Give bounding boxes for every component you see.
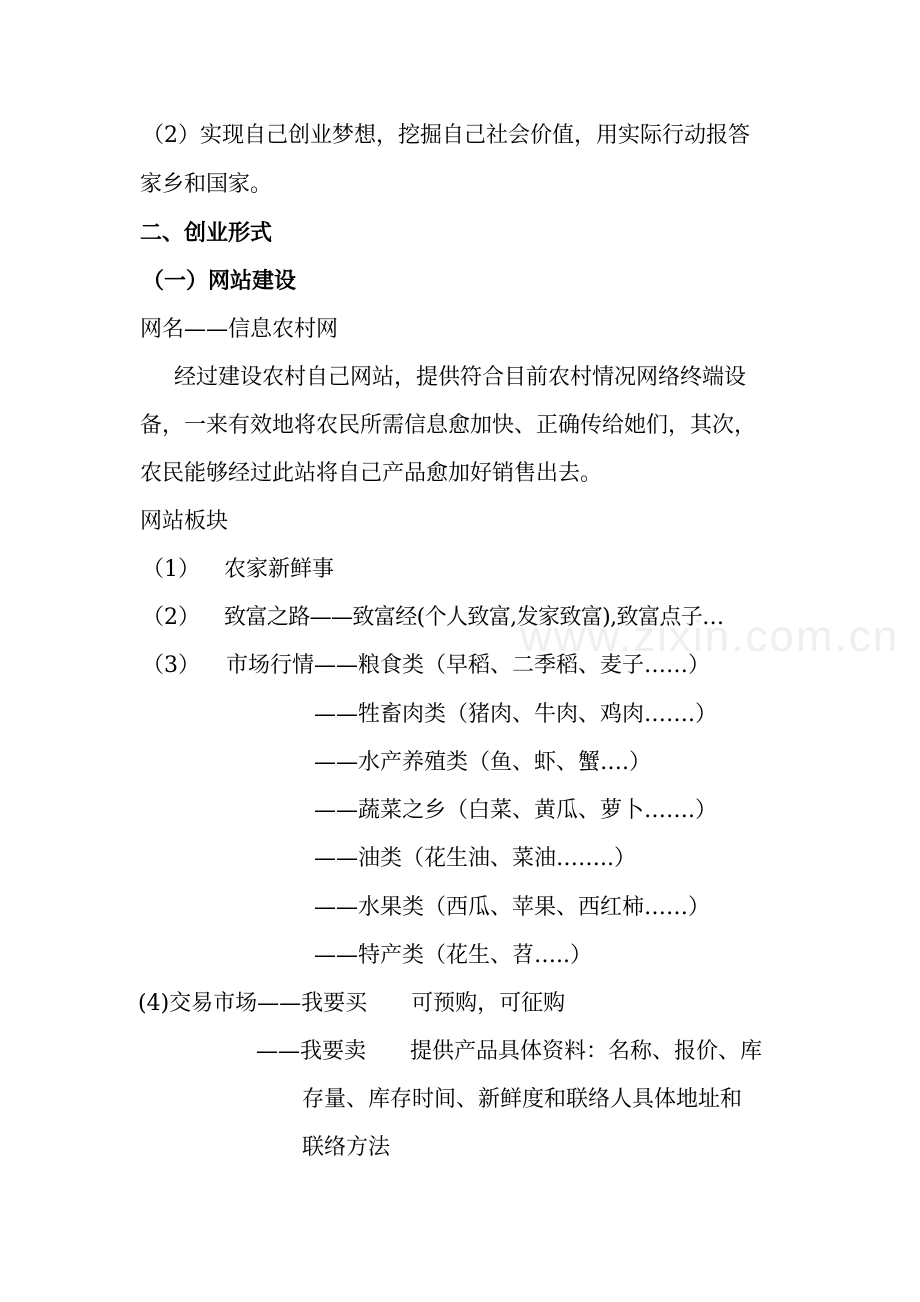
module-3-sub-vegetables: ——蔬菜之乡（白菜、黄瓜、萝卜…….）: [314, 798, 717, 823]
intro-line-3: 农民能够经过此站将自己产品愈加好销售出去。: [140, 461, 603, 486]
module-2-number: （2）: [142, 605, 200, 630]
watermark: www.zixin.com.cn: [520, 612, 900, 661]
module-3-sub-livestock: ——牲畜肉类（猪肉、牛肉、鸡肉…….）: [314, 702, 717, 727]
module-3-text: 市场行情——粮食类（早稻、二季稻、麦子……）: [226, 653, 711, 678]
intro-line-2: 备，一来有效地将农民所需信息愈加快、正确传给她们，其次，: [140, 413, 757, 438]
module-4-line-2: ——我要卖 提供产品具体资料：名称、报价、库: [256, 1039, 763, 1064]
module-3-sub-specialties: ——特产类（花生、苕…..）: [314, 943, 592, 968]
module-3-number: （3）: [142, 653, 200, 678]
module-2-text: 致富之路——致富经(个人致富,发家致富),致富点子…: [224, 605, 724, 630]
modules-label: 网站板块: [140, 509, 229, 534]
goal-2-line-2: 家乡和国家。: [140, 172, 273, 197]
module-1-number: （1）: [142, 557, 200, 582]
section-heading-forms: 二、创业形式: [140, 221, 273, 246]
intro-line-1: 经过建设农村自己网站，提供符合目前农村情况网络终端设: [174, 365, 747, 390]
module-4-line-1: (4)交易市场——我要买 可预购，可征购: [138, 991, 566, 1016]
module-3-sub-oils: ——油类（花生油、菜油……..）: [314, 846, 636, 871]
module-3-sub-aquaculture: ——水产养殖类（鱼、虾、蟹….）: [314, 750, 651, 775]
module-4-line-3: 存量、库存时间、新鲜度和联络人具体地址和: [302, 1087, 743, 1112]
subsection-heading-website: （一）网站建设: [142, 269, 297, 294]
module-1-text: 农家新鲜事: [224, 557, 335, 582]
module-4-line-4: 联络方法: [302, 1135, 391, 1160]
module-3-sub-fruits: ——水果类（西瓜、苹果、西红柿……）: [314, 895, 711, 920]
site-name: 网名——信息农村网: [140, 317, 339, 342]
goal-2-line-1: （2）实现自己创业梦想，挖掘自己社会价值，用实际行动报答: [142, 123, 750, 148]
